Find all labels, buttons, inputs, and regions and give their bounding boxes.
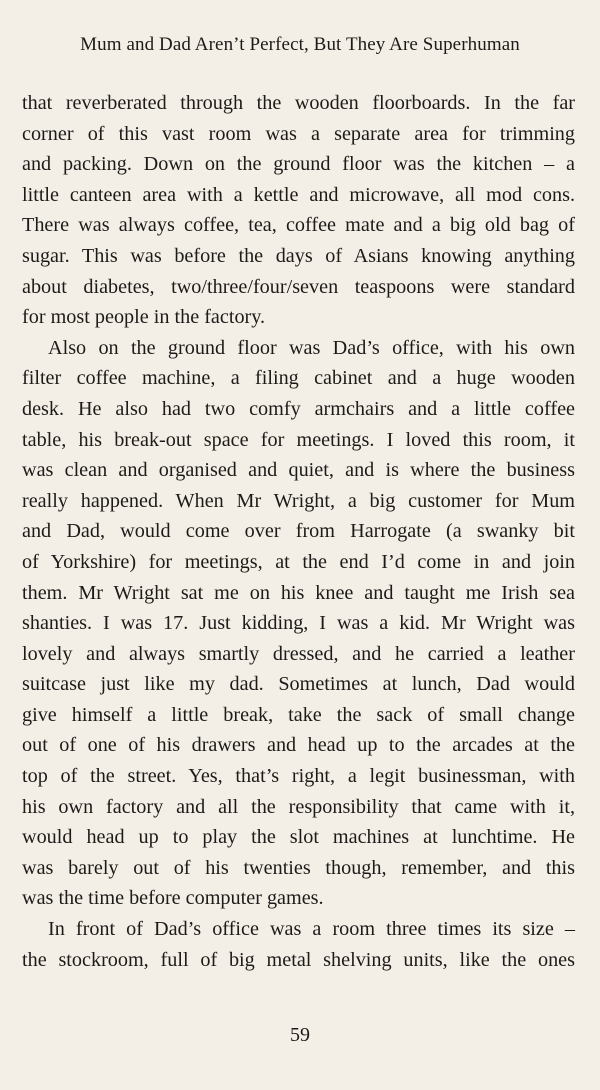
text-line: and packing. Down on the ground floor was the kitchen – a: [22, 153, 575, 176]
text-line: lovely and always smartly dressed, and he carried a leather: [22, 642, 575, 665]
text-line: sugar. This was before the days of Asians knowing anything: [22, 244, 575, 267]
text-line: was the time before computer games.: [22, 887, 324, 910]
text-line: suitcase just like my dad. Sometimes at lunch, Dad would: [22, 673, 575, 696]
text-line: Also on the ground floor was Dad’s office, with his own: [48, 336, 575, 359]
text-line: and Dad, would come over from Harrogate (a swanky bit: [22, 520, 575, 543]
page-number: 59: [290, 1024, 310, 1046]
text-line: filter coffee machine, a filing cabinet and a huge wooden: [22, 367, 575, 390]
text-line: was clean and organised and quiet, and is where the business: [22, 459, 575, 482]
text-line: for most people in the factory.: [22, 306, 266, 329]
text-line: the stockroom, full of big metal shelving units, like the ones: [22, 948, 575, 971]
text-line: give himself a little break, take the sack of small change: [22, 703, 575, 726]
text-line: desk. He also had two comfy armchairs and a little coffee: [22, 397, 575, 420]
text-line: of Yorkshire) for meetings, at the end I’d come in and join: [22, 550, 575, 573]
text-line: corner of this vast room was a separate area for trimming: [22, 122, 575, 145]
text-line: them. Mr Wright sat me on his knee and taught me Irish sea: [22, 581, 575, 604]
text-line: was barely out of his twenties though, remember, and this: [22, 856, 575, 879]
text-line: about diabetes, two/three/four/seven teaspoons were standard: [22, 275, 575, 298]
text-line: his own factory and all the responsibility that came with it,: [22, 795, 575, 818]
running-head: Mum and Dad Aren’t Perfect, But They Are Superhuman: [80, 34, 520, 55]
text-line: table, his break-out space for meetings. I loved this room, it: [22, 428, 575, 451]
text-line: little canteen area with a kettle and microwave, all mod cons.: [22, 183, 575, 206]
text-line: shanties. I was 17. Just kidding, I was a kid. Mr Wright was: [22, 612, 575, 635]
text-line: really happened. When Mr Wright, a big customer for Mum: [22, 489, 575, 512]
text-line: would head up to play the slot machines at lunchtime. He: [22, 826, 575, 849]
text-line: top of the street. Yes, that’s right, a legit businessman, with: [22, 765, 575, 788]
text-line: out of one of his drawers and head up to the arcades at the: [22, 734, 575, 757]
body-text: [22, 88, 575, 975]
text-line: There was always coffee, tea, coffee mate and a big old bag of: [22, 214, 575, 237]
text-line: In front of Dad’s office was a room three times its size –: [48, 918, 575, 941]
text-line: that reverberated through the wooden floorboards. In the far: [22, 92, 575, 114]
